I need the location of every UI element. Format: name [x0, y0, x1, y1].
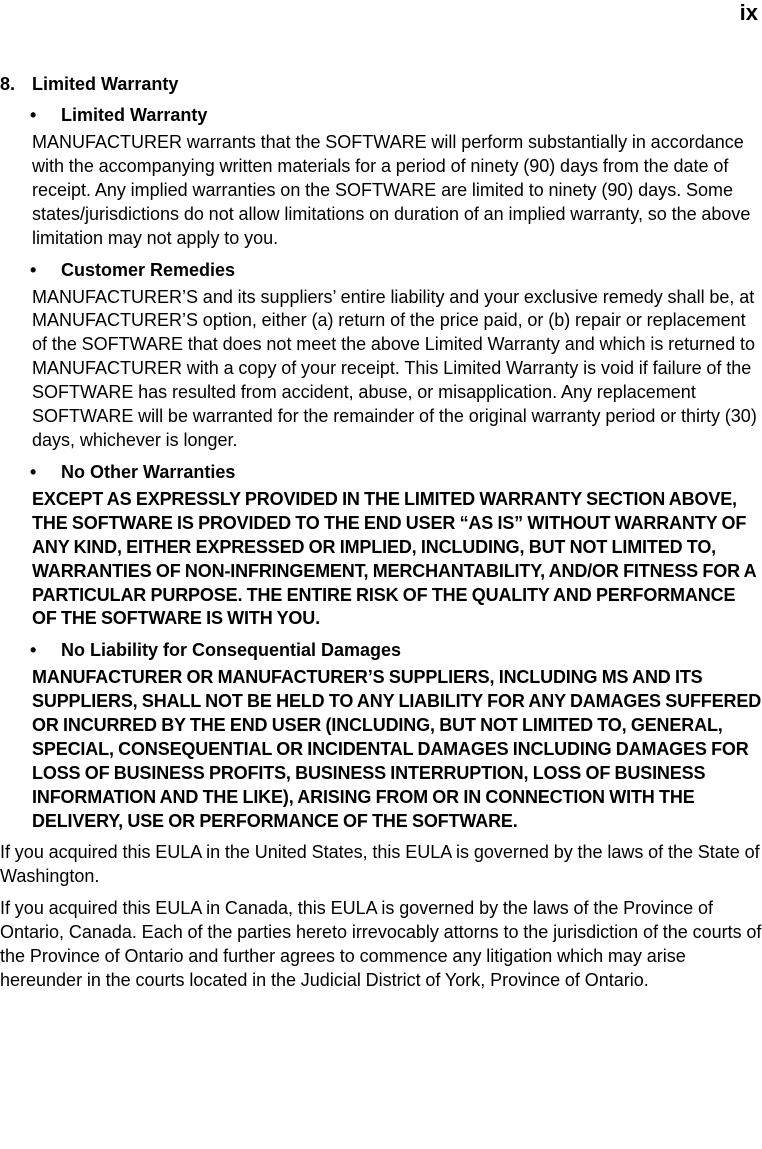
section-number: 8. [0, 74, 16, 94]
bullet-icon: • [30, 105, 37, 125]
section-heading [0, 72, 178, 96]
subsection-heading-no-other-warranties [0, 460, 762, 484]
subsection-title: No Other Warranties [61, 461, 236, 482]
subsection-heading-customer-remedies [0, 258, 762, 282]
bullet-icon: • [30, 259, 37, 280]
paragraph-customer-remedies: MANUFACTURER’S and its suppliers’ entire liability and your exclusive remedy shall be, at MANUFACTURER’S option, either (a) return of the price paid, or (b) repair or replacement of the SOFTWARE that does not meet the above Limited Warranty and which is returned to MANUFACTURER with a copy of your receipt. This Limited Warranty is void if failure of the SOFTWARE has resulted from accident, abuse, or misapplication. Any replacement SOFTWARE will be warranted for the remainder of the original warranty period or thirty (30) days, whichever is longer. [32, 286, 757, 450]
section-title: Limited Warranty [32, 74, 179, 94]
subsection-title: Customer Remedies [61, 259, 236, 280]
bullet-icon: • [30, 461, 37, 482]
paragraph-limited-warranty: MANUFACTURER warrants that the SOFTWARE will perform substantially in accordance with the accompanying written materials for a period of ninety (90) days from the date of receipt. Any implied warranties on the SOFTWARE are limited to ninety (90) days. Some states/jurisdictions do not allow limitations on duration of an implied warranty, so the above limitation may not apply to you. [32, 132, 751, 248]
bullet-icon: • [30, 640, 37, 661]
page-number: ix [739, 0, 758, 25]
paragraph-no-other-warranties: EXCEPT AS EXPRESSLY PROVIDED IN THE LIMITED WARRANTY SECTION ABOVE, THE SOFTWARE IS PROVIDED TO THE END USER “AS IS” WITHOUT WARRANTY OF ANY KIND, EITHER EXPRESSED OR IMPLIED, INCLUDING, BUT NOT LIMITED TO, WARRANTIES OF NON-INFRINGEMENT, MERCHANTABILITY, AND/OR FITNESS FOR A PARTICULAR PURPOSE. THE ENTIRE RISK OF THE QUALITY AND PERFORMANCE OF THE SOFTWARE IS WITH YOU. [32, 488, 756, 629]
paragraph-governing-law-us: If you acquired this EULA in the United States, this EULA is governed by the laws of the State of Washington. [0, 841, 760, 886]
paragraph-governing-law-canada: If you acquired this EULA in Canada, this EULA is governed by the laws of the Province of Ontario, Canada. Each of the parties hereto irrevocably attorns to the jurisdiction of the courts of the Province of Ontario and further agrees to commence any litigation which may arise hereunder in the courts located in the Judicial District of York, Province of Ontario. [0, 898, 762, 991]
document-body [0, 103, 762, 1002]
paragraph-no-liability: MANUFACTURER OR MANUFACTURER’S SUPPLIERS, INCLUDING MS AND ITS SUPPLIERS, SHALL NOT BE HELD TO ANY LIABILITY FOR ANY DAMAGES SUFFERED OR INCURRED BY THE END USER (INCLUDING, BUT NOT LIMITED TO, GENERAL, SPECIAL, CONSEQUENTIAL OR INCIDENTAL DAMAGES INCLUDING DAMAGES FOR LOSS OF BUSINESS PROFITS, BUSINESS INTERRUPTION, LOSS OF BUSINESS INFORMATION AND THE LIKE), ARISING FROM OR IN CONNECTION WITH THE DELIVERY, USE OR PERFORMANCE OF THE SOFTWARE. [32, 667, 762, 831]
subsection-title: No Liability for Consequential Damages [61, 640, 402, 661]
subsection-heading-limited-warranty [0, 103, 762, 127]
subsection-heading-no-liability [0, 638, 762, 662]
subsection-title: Limited Warranty [61, 105, 208, 125]
